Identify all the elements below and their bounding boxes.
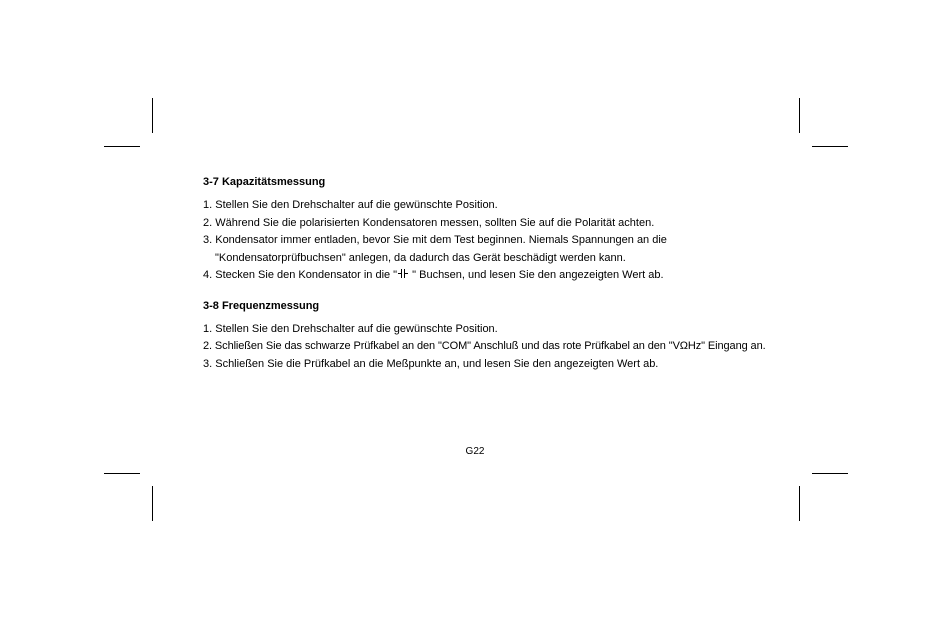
crop-mark-bottom-left-horizontal bbox=[104, 473, 140, 474]
section-capacitance-measurement bbox=[203, 174, 803, 285]
step-3-continuation: "Kondensatorprüfbuchsen" anlegen, da dadurch das Gerät beschädigt werden kann. bbox=[215, 251, 626, 264]
step-3: 3. Schließen Sie die Prüfkabel an die Meßpunkte an, und lesen Sie den angezeigten Wert ab. bbox=[203, 357, 659, 370]
crop-mark-top-left-vertical bbox=[152, 98, 153, 133]
step-1: 1. Stellen Sie den Drehschalter auf die gewünschte Position. bbox=[203, 322, 498, 335]
step-3: 3. Kondensator immer entladen, bevor Sie mit dem Test beginnen. Niemals Spannungen an die bbox=[203, 234, 667, 246]
step-4-text-start: 4. Stecken Sie den Kondensator in die " bbox=[203, 269, 398, 281]
crop-mark-top-right-horizontal bbox=[812, 146, 848, 147]
crop-mark-bottom-right-vertical bbox=[799, 486, 800, 521]
steps-list bbox=[203, 321, 803, 374]
section-title: 3-7 Kapazitätsmessung bbox=[203, 176, 326, 188]
manual-page-content bbox=[203, 174, 803, 373]
step-1: 1. Stellen Sie den Drehschalter auf die gewünschte Position. bbox=[203, 199, 498, 211]
crop-mark-top-left-horizontal bbox=[104, 146, 140, 147]
crop-mark-top-right-vertical bbox=[799, 98, 800, 133]
step-4-text-end: " Buchsen, und lesen Sie den angezeigten Wert ab. bbox=[409, 269, 664, 281]
page-number: G22 bbox=[465, 446, 485, 457]
crop-mark-bottom-left-vertical bbox=[152, 486, 153, 521]
crop-mark-bottom-right-horizontal bbox=[812, 473, 848, 474]
steps-list bbox=[203, 197, 803, 285]
step-4 bbox=[203, 267, 803, 285]
section-frequency-measurement bbox=[203, 298, 803, 374]
section-title: 3-8 Frequenzmessung bbox=[203, 299, 320, 312]
step-2: 2. Während Sie die polarisierten Kondensatoren messen, sollten Sie auf die Polarität achten. bbox=[203, 216, 655, 229]
step-2: 2. Schließen Sie das schwarze Prüfkabel an den "COM" Anschluß und das rote Prüfkabel an den "VΩHz" Eingang an. bbox=[203, 340, 766, 352]
capacitor-icon bbox=[397, 269, 409, 279]
